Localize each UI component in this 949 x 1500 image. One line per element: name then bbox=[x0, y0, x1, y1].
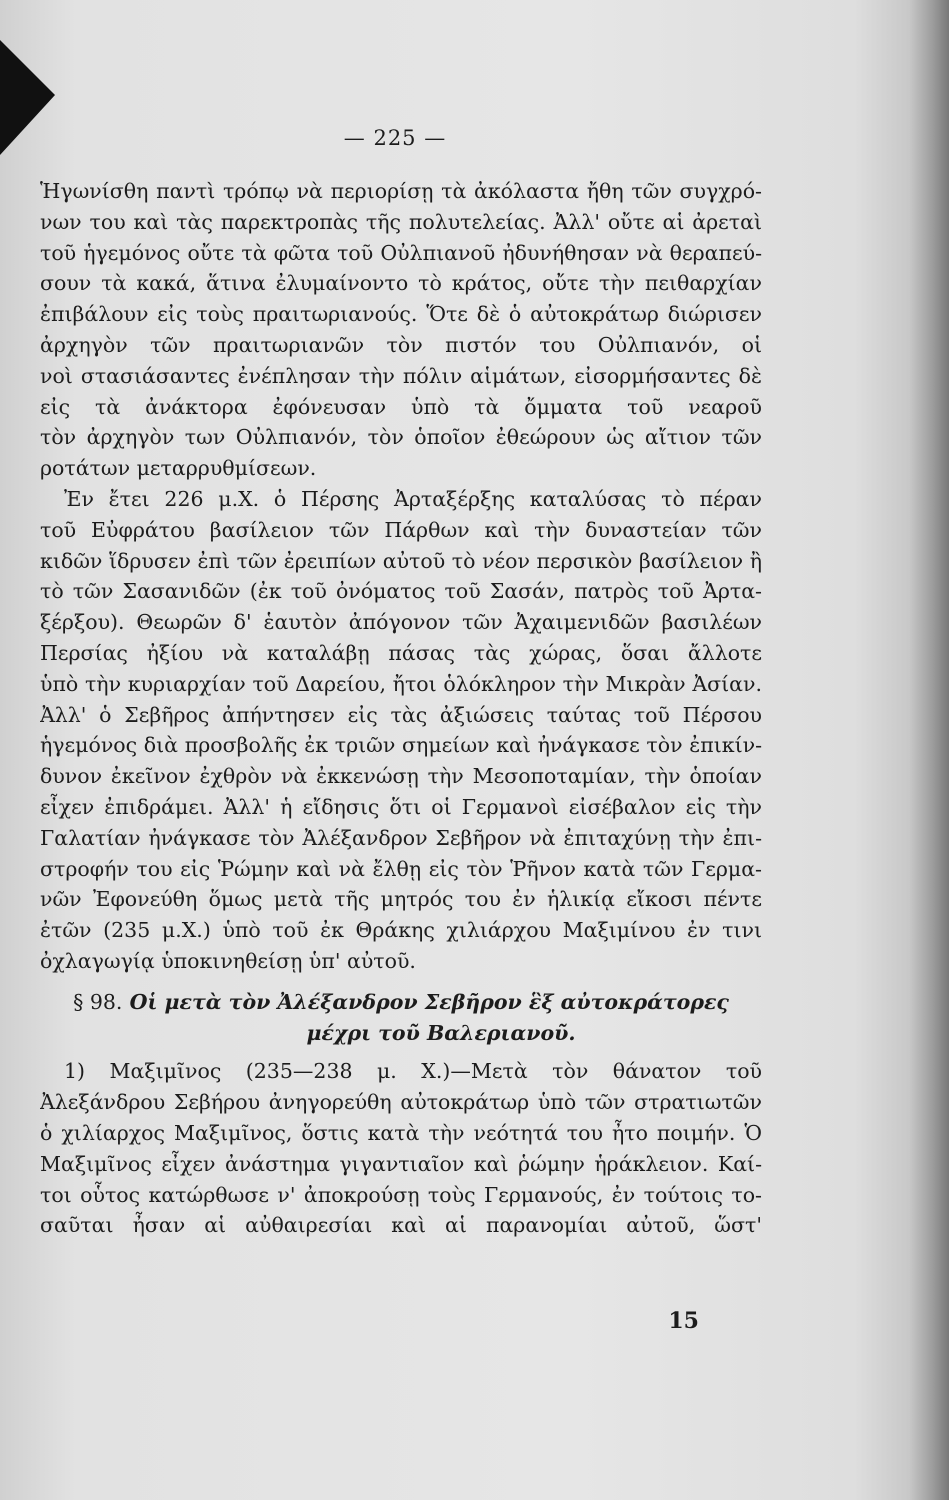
text-line: τοι οὗτος κατώρθωσε ν' ἀποκρούσῃ τοὺς Γερμανούς, ἐν τούτοις το- bbox=[40, 1182, 762, 1207]
section-number: § 98. bbox=[73, 989, 123, 1014]
section-title: Οἱ μετὰ τὸν Ἀλέξανδρον Σεβῆρον ἓξ αὐτοκράτορες bbox=[129, 989, 729, 1014]
text-line: Περσίας ἠξίου νὰ καταλάβῃ πάσας τὰς χώρας, ὅσαι ἄλλοτε bbox=[40, 640, 762, 665]
text-line: δυνον ἐκεῖνον ἐχθρὸν νὰ ἐκκενώσῃ τὴν Μεσοποταμίαν, τὴν ὁποίαν bbox=[40, 764, 762, 789]
text-line: Ἀλλ' ὁ Σεβῆρος ἀπήντησεν εἰς τὰς ἀξιώσεις ταύτας τοῦ Πέρσου bbox=[40, 702, 762, 727]
spine-shadow bbox=[909, 0, 949, 1500]
text-line: ἡγεμόνος διὰ προσβολῆς ἐκ τριῶν σημείων καὶ ἠνάγκασε τὸν ἐπικίν- bbox=[40, 733, 762, 758]
text-line: τὸ τῶν Σασανιδῶν (ἐκ τοῦ ὀνόματος τοῦ Σασάν, πατρὸς τοῦ Ἀρτα- bbox=[40, 579, 762, 604]
text-line: Ἡγωνίσθη παντὶ τρόπῳ νὰ περιορίσῃ τὰ ἀκόλαστα ἤθη τῶν συγχρό- bbox=[40, 179, 762, 203]
text-line: Ἐν ἔτει 226 μ.Χ. ὁ Πέρσης Ἀρταξέρξης καταλύσας τὸ πέραν bbox=[64, 486, 762, 511]
page-number: — 225 — bbox=[343, 126, 447, 150]
section-title-line-2: μέχρι τοῦ Βαλεριανοῦ. bbox=[306, 1020, 576, 1045]
text-line: ἀρχηγὸν τῶν πραιτωριανῶν τὸν πιστόν του Οὐλπιανόν, οἱ bbox=[40, 332, 762, 357]
text-line: ἐπιβάλουν εἰς τοὺς πραιτωριανούς. Ὅτε δὲ ὁ αὐτοκράτωρ διώρισεν bbox=[40, 302, 762, 327]
text-line: νοὶ στασιάσαντες ἐνέπλησαν τὴν πόλιν αἱμάτων, εἰσορμήσαντες δὲ bbox=[40, 363, 762, 388]
text-line: τοῦ ἡγεμόνος οὔτε τὰ φῶτα τοῦ Οὐλπιανοῦ ἠδυνήθησαν νὰ θεραπεύ- bbox=[40, 240, 762, 265]
text-line: εἰς τὰ ἀνάκτορα ἐφόνευσαν ὑπὸ τὰ ὄμματα τοῦ νεαροῦ bbox=[40, 394, 762, 419]
paragraph-1 bbox=[40, 176, 762, 484]
section-heading bbox=[40, 987, 762, 1049]
text-line: Ἀλεξάνδρου Σεβήρου ἀνηγορεύθη αὐτοκράτωρ ὑπὸ τῶν στρατιωτῶν bbox=[40, 1090, 762, 1115]
text-line: ὁ χιλίαρχος Μαξιμῖνος, ὅστις κατὰ τὴν νεότητά του ἦτο ποιμήν. Ὁ bbox=[40, 1120, 762, 1145]
text-line: στροφήν του εἰς Ῥώμην καὶ νὰ ἔλθῃ εἰς τὸν Ῥῆνον κατὰ τῶν Γερμα- bbox=[40, 856, 762, 881]
text-block bbox=[40, 176, 762, 1241]
section-title-line-1 bbox=[40, 987, 762, 1018]
text-line: Μαξιμῖνος εἶχεν ἀνάστημα γιγαντιαῖον καὶ ῥώμην ἡράκλειον. Καί- bbox=[40, 1151, 762, 1176]
text-line: κιδῶν ἵδρυσεν ἐπὶ τῶν ἐρειπίων αὐτοῦ τὸ νέον περσικὸν βασίλειον ἢ bbox=[40, 548, 762, 573]
paragraph-3 bbox=[40, 1056, 762, 1241]
text-line: ξέρξου). Θεωρῶν δ' ἑαυτὸν ἀπόγονον τῶν Ἀχαιμενιδῶν βασιλέων bbox=[40, 610, 762, 635]
text-line: τοῦ Εὐφράτου βασίλειον τῶν Πάρθων καὶ τὴν δυναστείαν τῶν bbox=[40, 517, 762, 542]
text-line: ὀχλαγωγίᾳ ὑποκινηθείσῃ ὑπ' αὐτοῦ. bbox=[40, 948, 416, 973]
text-line: εἶχεν ἐπιδράμει. Ἀλλ' ἡ εἴδησις ὅτι οἱ Γερμανοὶ εἰσέβαλον εἰς τὴν bbox=[40, 794, 762, 819]
text-line: νων του καὶ τὰς παρεκτροπὰς τῆς πολυτελείας. Ἀλλ' οὔτε αἱ ἀρεταὶ bbox=[40, 209, 762, 234]
text-line: τὸν ἀρχηγὸν των Οὐλπιανόν, τὸν ὁποῖον ἐθεώρουν ὡς αἴτιον τῶν bbox=[40, 425, 762, 450]
text-line: σαῦται ἦσαν αἱ αὐθαιρεσίαι καὶ αἱ παρανομίαι αὐτοῦ, ὥστ' bbox=[40, 1213, 762, 1238]
text-line: νῶν Ἐφονεύθη ὅμως μετὰ τῆς μητρός του ἐν ἡλικίᾳ εἴκοσι πέντε bbox=[40, 887, 762, 912]
text-line: Γαλατίαν ἠνάγκασε τὸν Ἀλέξανδρον Σεβῆρον νὰ ἐπιταχύνῃ τὴν ἐπι- bbox=[40, 825, 762, 850]
text-line: ἐτῶν (235 μ.Χ.) ὑπὸ τοῦ ἐκ Θράκης χιλιάρχου Μαξιμίνου ἐν τινι bbox=[40, 918, 762, 943]
text-line: 1) Μαξιμῖνος (235—238 μ. Χ.)—Μετὰ τὸν θάνατον τοῦ bbox=[64, 1059, 762, 1084]
text-line: ροτάτων μεταρρυθμίσεων. bbox=[40, 456, 317, 481]
text-line: ὑπὸ τὴν κυριαρχίαν τοῦ Δαρείου, ἤτοι ὁλόκληρον τὴν Μικρὰν Ἀσίαν. bbox=[40, 671, 762, 696]
signature-mark: 15 bbox=[668, 1308, 699, 1334]
paragraph-2 bbox=[40, 484, 762, 977]
text-line: σουν τὰ κακά, ἅτινα ἐλυμαίνοντο τὸ κράτος, οὔτε τὴν πειθαρχίαν bbox=[40, 271, 762, 296]
